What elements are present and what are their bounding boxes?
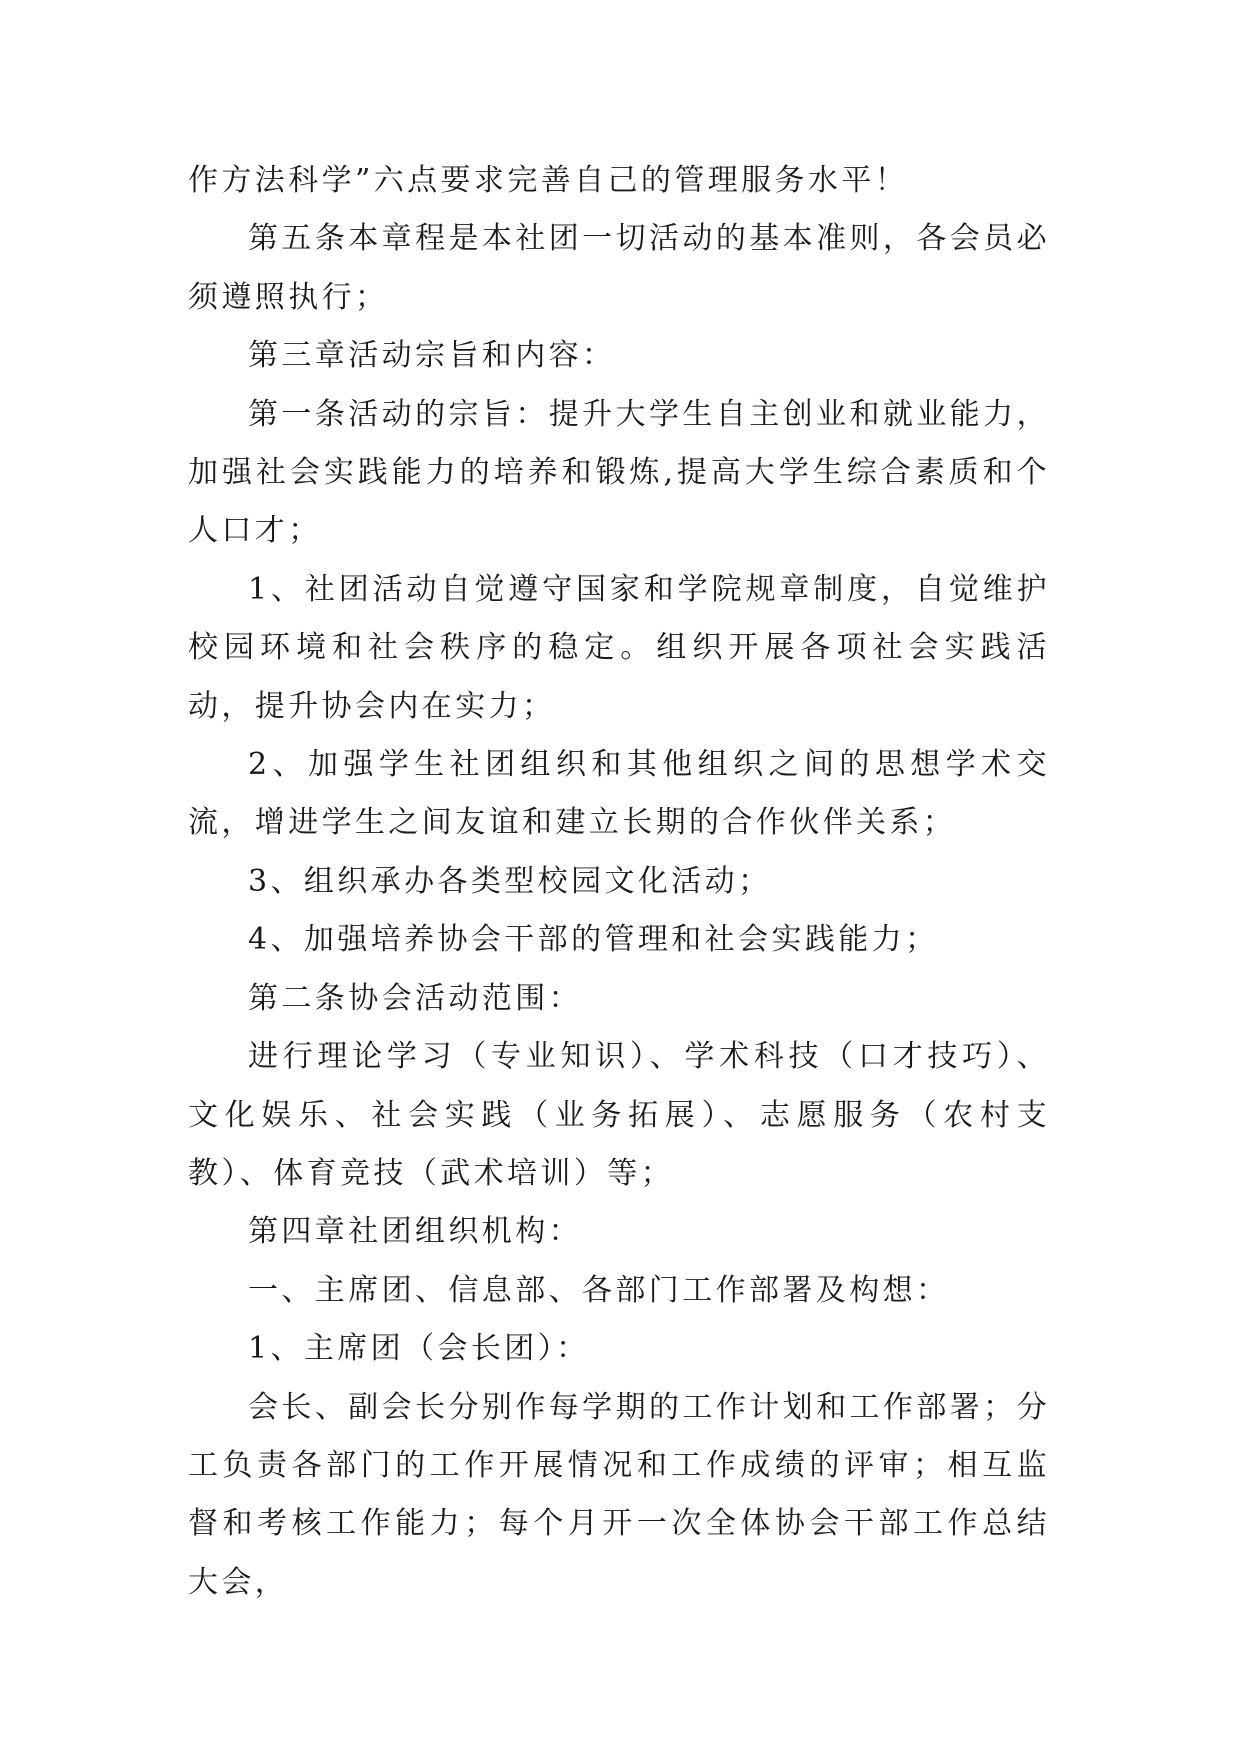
paragraph: 进行理论学习（专业知识）、学术科技（口才技巧）、文化娱乐、社会实践（业务拓展）、志愿服务（农村支教）、体育竞技（武术培训）等； [188,1039,1050,1191]
list-item: 1、主席团（会长团）： [248,1331,590,1367]
chapter-heading: 第四章社团组织机构： [248,1214,582,1250]
paragraph: 第一条活动的宗旨：提升大学生自主创业和就业能力，加强社会实践能力的培养和锻炼,提高大学生综合素质和个人口才； [188,396,1050,549]
list-item: 3、组织承办各类型校园文化活动； [248,863,772,899]
section-heading: 第二条协会活动范围： [248,980,582,1016]
section-heading: 一、主席团、信息部、各部门工作部署及构想： [248,1272,950,1308]
chapter-heading: 第三章活动宗旨和内容： [248,338,616,374]
list-item: 1、社团活动自觉遵守国家和学院规章制度，自觉维护校园环境和社会秩序的稳定。组织开展各项社会实践活动，提升协会内在实力； [188,571,1050,724]
paragraph: 第五条本章程是本社团一切活动的基本准则，各会员必须遵照执行； [188,221,1050,315]
document-body [188,152,1050,1612]
paragraph: 会长、副会长分别作每学期的工作计划和工作部署；分工负责各部门的工作开展情况和工作成绩的评审；相互监督和考核工作能力；每个月开一次全体协会干部工作总结大会， [188,1389,1050,1600]
paragraph: 作方法科学”六点要求完善自己的管理服务水平！ [188,163,909,198]
list-item: 4、加强培养协会干部的管理和社会实践能力； [248,922,939,958]
list-item: 2、加强学生社团组织和其他组织之间的思想学术交流，增进学生之间友谊和建立长期的合作伙伴关系； [188,747,1050,841]
